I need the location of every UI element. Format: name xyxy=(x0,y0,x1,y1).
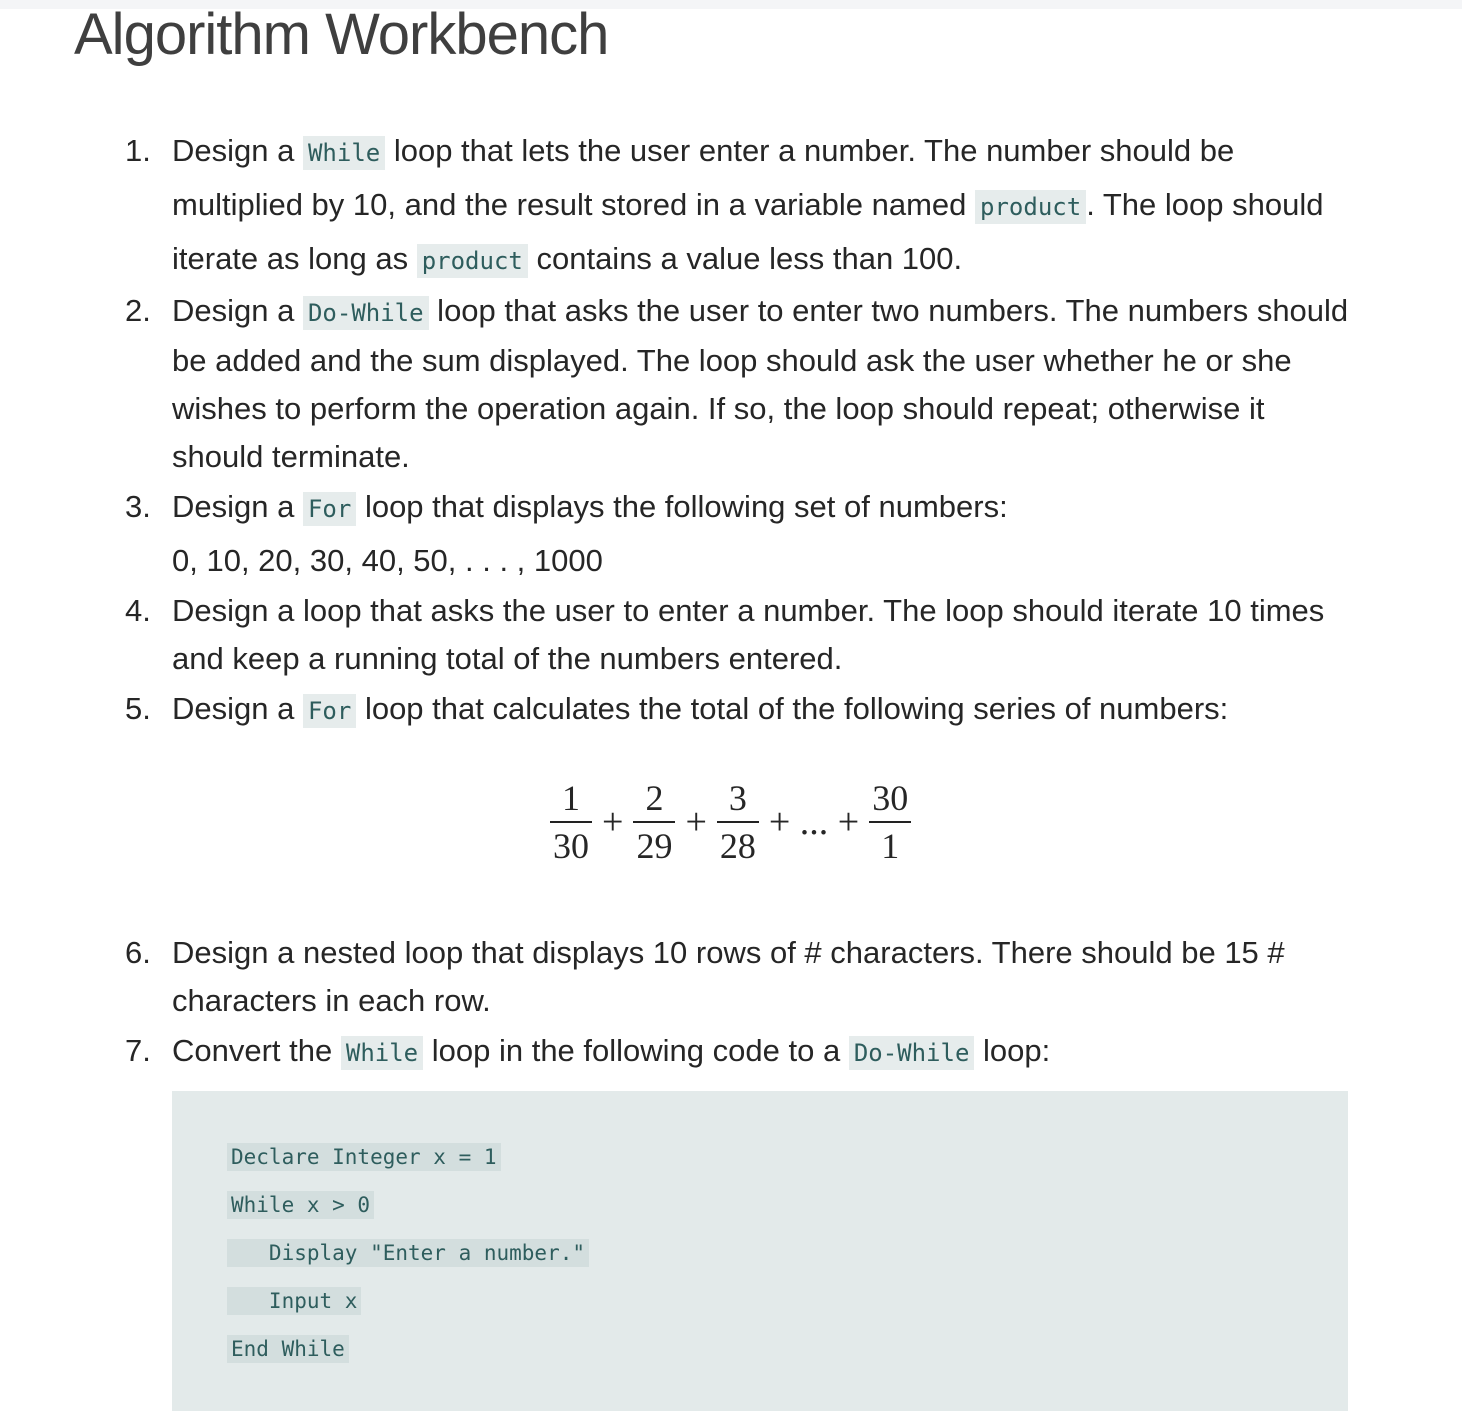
list-item xyxy=(0,125,1362,287)
item-number: 2. xyxy=(125,293,151,328)
code-line: Input x xyxy=(227,1287,361,1315)
plus-sign: + xyxy=(602,801,624,843)
item-text: loop: xyxy=(974,1033,1051,1068)
item-text: loop that displays the following set of numbers: xyxy=(356,489,1008,524)
series-formula xyxy=(172,775,1362,883)
fraction xyxy=(633,775,675,869)
code-block xyxy=(172,1091,1348,1411)
item-text: loop that calculates the total of the following series of numbers: xyxy=(356,691,1229,726)
item-number: 5. xyxy=(125,691,151,726)
plus-sign: + xyxy=(685,801,707,843)
inline-code: For xyxy=(303,694,356,728)
item-text: loop in the following code to a xyxy=(423,1033,849,1068)
code-line: While x > 0 xyxy=(227,1191,374,1219)
code-line: Display "Enter a number." xyxy=(227,1239,589,1267)
item-number: 6. xyxy=(125,935,151,970)
exercise-list xyxy=(0,125,1462,1411)
list-item xyxy=(0,287,1362,481)
item-text: Design a loop that asks the user to enter a number. The loop should iterate 10 times and keep a running total of the numbers entered. xyxy=(172,593,1325,676)
item-text: Design a xyxy=(172,691,303,726)
item-text: Design a xyxy=(172,133,303,168)
inline-code: Do-While xyxy=(303,296,429,330)
number-sequence: 0, 10, 20, 30, 40, 50, . . . , 1000 xyxy=(172,543,603,578)
inline-code: product xyxy=(975,190,1086,224)
ellipsis: + ... + xyxy=(768,801,860,843)
numerator: 3 xyxy=(717,775,759,823)
item-text: Design a nested loop that displays 10 rows of # characters. There should be 15 # characters in each row. xyxy=(172,935,1285,1018)
inline-code: Do-While xyxy=(849,1036,975,1070)
list-item xyxy=(0,1025,1362,1411)
numerator: 1 xyxy=(550,775,592,823)
inline-code: While xyxy=(303,136,385,170)
fraction xyxy=(869,775,911,869)
list-item xyxy=(0,481,1362,587)
inline-code: product xyxy=(417,244,528,278)
denominator: 1 xyxy=(881,826,900,866)
item-number: 3. xyxy=(125,489,151,524)
inline-code: For xyxy=(303,492,356,526)
item-text: loop that asks the user to enter two numbers. The numbers should be added and the sum displayed. The loop should ask the user whether he or she wishes to perform the operation again. If so, the loop should repeat; otherwise it should terminate. xyxy=(172,293,1349,474)
list-item xyxy=(0,929,1362,1025)
list-item xyxy=(0,683,1362,883)
inline-code: While xyxy=(341,1036,423,1070)
list-item xyxy=(0,587,1362,683)
denominator: 28 xyxy=(719,826,756,866)
item-text: Design a xyxy=(172,293,303,328)
code-line: End While xyxy=(227,1335,349,1363)
numerator: 30 xyxy=(869,775,911,823)
numerator: 2 xyxy=(633,775,675,823)
item-text: Convert the xyxy=(172,1033,341,1068)
denominator: 30 xyxy=(553,826,589,866)
fraction xyxy=(717,775,759,869)
item-number: 4. xyxy=(125,593,151,628)
item-number: 7. xyxy=(125,1033,151,1068)
item-text: Design a xyxy=(172,489,303,524)
page-title: Algorithm Workbench xyxy=(74,2,609,67)
code-line: Declare Integer x = 1 xyxy=(227,1143,501,1171)
fraction xyxy=(550,775,592,869)
item-number: 1. xyxy=(125,133,151,168)
item-text: loop that lets the user enter a number. The number should be multiplied by 10, and the result stored in a variable named xyxy=(172,133,1235,222)
item-text: contains a value less than 100. xyxy=(527,241,963,276)
denominator: 29 xyxy=(636,826,673,866)
item-text: . The loop should iterate as long as xyxy=(172,187,1324,276)
